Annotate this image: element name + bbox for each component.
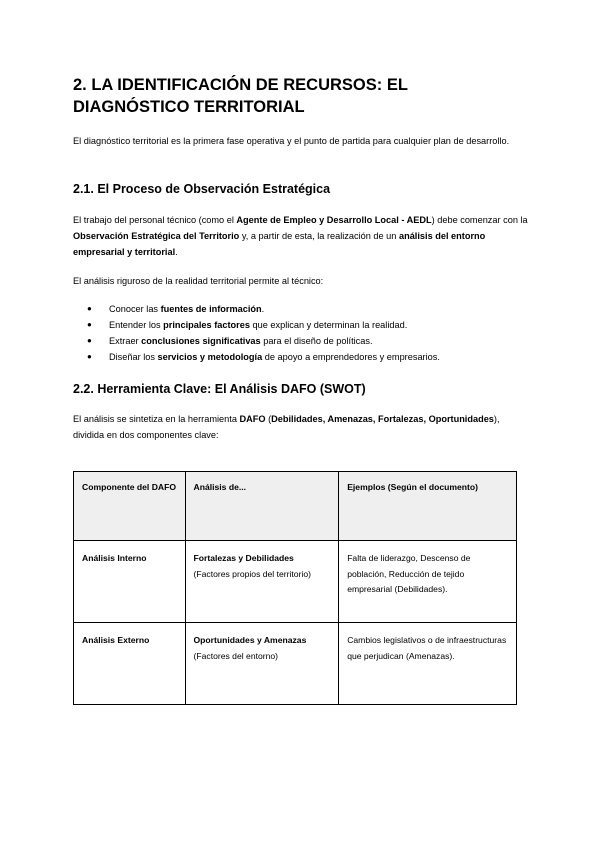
table-header-row xyxy=(74,472,517,541)
table-header-cell: Análisis de... xyxy=(185,472,339,541)
table-cell-analysis: Fortalezas y Debilidades (Factores propios del territorio) xyxy=(185,541,339,623)
bullet-icon: ● xyxy=(87,320,92,329)
dafo-paragraph: El análisis se sintetiza en la herramienta DAFO (Debilidades, Amenazas, Fortalezas, Oportunidades), dividida en dos componentes clave: xyxy=(73,414,500,440)
table-cell-examples: Falta de liderazgo, Descenso de población, Reducción de tejido empresarial (Debilidades). xyxy=(339,541,517,623)
list-item: ● Diseñar los servicios y metodología de apoyo a emprendedores y empresarios. xyxy=(73,349,533,365)
section-heading-2-1: 2.1. El Proceso de Observación Estratégica xyxy=(73,182,331,196)
table-cell-analysis: Oportunidades y Amenazas (Factores del entorno) xyxy=(185,623,339,705)
list-item: ● Entender los principales factores que explican y determinan la realidad. xyxy=(73,317,533,333)
observation-paragraph: El trabajo del personal técnico (como el Agente de Empleo y Desarrollo Local - AEDL) debe comenzar con la Observación Estratégica del Territorio y, a partir de esta, la realización de un análisis del entorno empresarial y territorial. xyxy=(73,215,528,257)
intro-paragraph: El diagnóstico territorial es la primera fase operativa y el punto de partida para cualquier plan de desarrollo. xyxy=(73,136,510,146)
table-header-cell: Componente del DAFO xyxy=(74,472,186,541)
bullet-icon: ● xyxy=(87,352,92,361)
list-item: ● Extraer conclusiones significativas para el diseño de políticas. xyxy=(73,333,533,349)
table-header-cell: Ejemplos (Según el documento) xyxy=(339,472,517,541)
list-item: ● Conocer las fuentes de información. xyxy=(73,301,533,317)
dafo-table xyxy=(73,471,517,705)
section-heading-2-2: 2.2. Herramienta Clave: El Análisis DAFO (SWOT) xyxy=(73,382,366,396)
table-cell-examples: Cambios legislativos o de infraestructuras que perjudican (Amenazas). xyxy=(339,623,517,705)
bullet-list xyxy=(73,301,533,365)
bullet-icon: ● xyxy=(87,336,92,345)
table-row xyxy=(74,623,517,705)
page-title: 2. LA IDENTIFICACIÓN DE RECURSOS: EL DIAGNÓSTICO TERRITORIAL xyxy=(73,76,408,116)
table-row xyxy=(74,541,517,623)
bullet-icon: ● xyxy=(87,304,92,313)
table-cell-component: Análisis Interno xyxy=(74,541,186,623)
analysis-intro-paragraph: El análisis riguroso de la realidad territorial permite al técnico: xyxy=(73,276,324,286)
table-cell-component: Análisis Externo xyxy=(74,623,186,705)
